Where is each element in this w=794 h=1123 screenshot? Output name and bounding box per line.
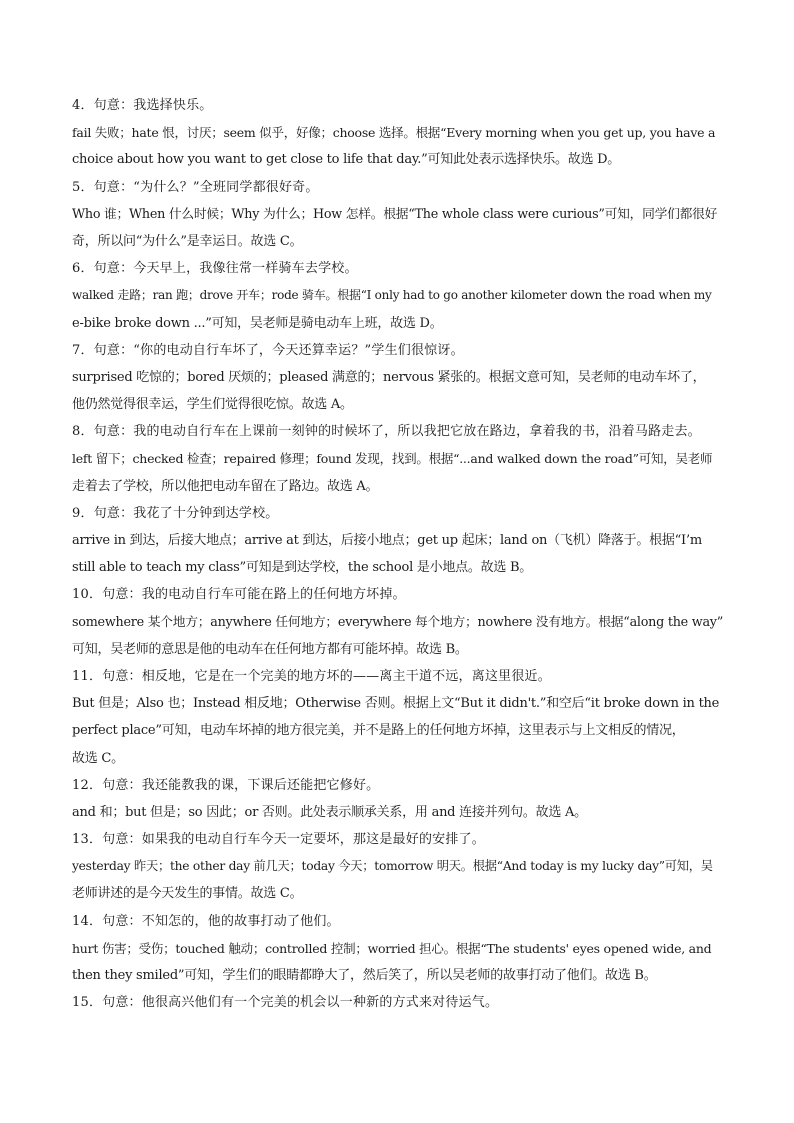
question-line: 10．句意：我的电动自行车可能在路上的任何地方坏掉。 xyxy=(72,587,406,603)
explanation-line: somewhere 某个地方；anywhere 任何地方；everywhere 每个地方；nowhere 没有地方。根据“along the way” xyxy=(72,614,724,630)
explanation-line: 可知，吴老师的意思是他的电动车在任何地方都有可能坏掉。故选 B。 xyxy=(72,641,468,657)
explanation-line: But 但是；Also 也；Instead 相反地；Otherwise 否则。根据上文“But it didn't.”和空后“it broke down in the xyxy=(72,696,720,712)
explanation-line: then they smiled”可知，学生们的眼睛都睁大了，然后笑了，所以吴老师的故事打动了他们。故选 B。 xyxy=(72,968,657,983)
explanation-line: e-bike broke down ...”可知，吴老师是骑电动车上班，故选 D。 xyxy=(72,315,443,331)
explanation-line: surprised 吃惊的；bored 厌烦的；pleased 满意的；nervous 紧张的。根据文意可知，吴老师的电动车坏了， xyxy=(72,369,706,385)
document-body xyxy=(72,92,724,1016)
explanation-line: 故选 C。 xyxy=(72,750,124,766)
explanation-line: and 和；but 但是；so 因此；or 否则。此处表示顺承关系，用 and 连接并列句。故选 A。 xyxy=(72,804,587,820)
question-line: 5．句意：“为什么？”全班同学都很好奇。 xyxy=(72,179,319,195)
question-line: 4．句意：我选择快乐。 xyxy=(72,98,213,113)
explanation-line: left 留下；checked 检查；repaired 修理；found 发现，找到。根据“...and walked down the road”可知，吴老师 xyxy=(72,451,713,467)
explanation-line: perfect place”可知，电动车坏掉的地方很完美，并不是路上的任何地方坏掉，这里表示与上文相反的情况， xyxy=(72,723,685,739)
explanation-line: yesterday 昨天；the other day 前几天；today 今天；tomorrow 明天。根据“And today is my lucky day”可知，吴 xyxy=(72,859,713,874)
question-line: 6．句意：今天早上，我像往常一样骑车去学校。 xyxy=(72,261,358,277)
explanation-line: still able to teach my class”可知是到达学校，the school 是小地点。故选 B。 xyxy=(72,560,533,576)
explanation-line: walked 走路；ran 跑；drove 开车；rode 骑车。根据“I only had to go another kilometer down the road when my xyxy=(72,288,712,303)
explanation-line: 奇，所以问“为什么”是幸运日。故选 C。 xyxy=(72,233,303,249)
question-line: 12．句意：我还能教我的课，下课后还能把它修好。 xyxy=(72,777,380,793)
question-line: 8．句意：我的电动自行车在上课前一刻钟的时候坏了，所以我把它放在路边，拿着我的书，沿着马路走去。 xyxy=(72,424,701,440)
explanation-line: Who 谁；When 什么时候；Why 为什么；How 怎样。根据“The whole class were curious”可知，同学们都很好 xyxy=(72,206,718,222)
explanation-line: 老师讲述的是今天发生的事情。故选 C。 xyxy=(72,886,303,902)
question-line: 7．句意：“你的电动自行车坏了，今天还算幸运？”学生们很惊讶。 xyxy=(72,342,464,358)
explanation-line: fail 失败；hate 恨，讨厌；seem 似乎，好像；choose 选择。根据“Every morning when you get up, you have a xyxy=(72,125,716,141)
question-line: 13．句意：如果我的电动自行车今天一定要坏，那这是最好的安排了。 xyxy=(72,832,485,848)
explanation-line: 他仍然觉得很幸运，学生们觉得很吃惊。故选 A。 xyxy=(72,397,353,413)
explanation-line: hurt 伤害；受伤；touched 触动；controlled 控制；worried 担心。根据“The students' eyes opened wide, and xyxy=(72,940,712,956)
question-line: 15．句意：他很高兴他们有一个完美的机会以一种新的方式来对待运气。 xyxy=(72,995,499,1011)
question-line: 14．句意：不知怎的，他的故事打动了他们。 xyxy=(72,913,340,929)
explanation-line: choice about how you want to get close to life that day.”可知此处表示选择快乐。故选 D。 xyxy=(72,152,621,168)
explanation-line: 走着去了学校，所以他把电动车留在了路边。故选 A。 xyxy=(72,478,379,494)
question-line: 11．句意：相反地，它是在一个完美的地方坏的——离主干道不远，离这里很近。 xyxy=(72,668,551,684)
explanation-line: arrive in 到达，后接大地点；arrive at 到达，后接小地点；get up 起床；land on（飞机）降落于。根据“I’m xyxy=(72,533,702,548)
question-line: 9．句意：我花了十分钟到达学校。 xyxy=(72,505,279,521)
